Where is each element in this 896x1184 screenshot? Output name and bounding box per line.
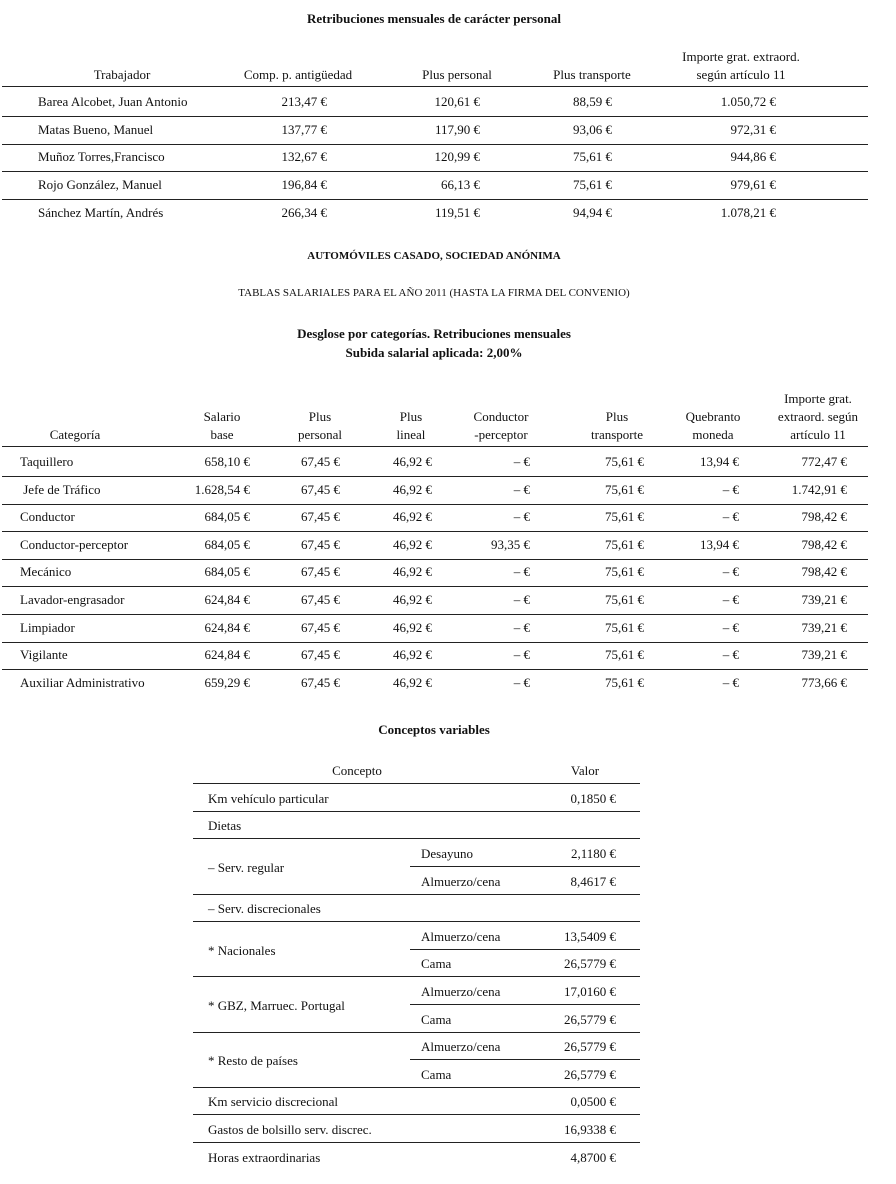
concept-label: Km servicio discrecional: [208, 1094, 338, 1109]
amount-cell: 75,61 €: [573, 177, 612, 192]
amount-cell: 659,29 €: [204, 675, 250, 690]
column-header: Plus: [605, 409, 629, 424]
amount-cell: 75,61 €: [605, 482, 644, 497]
amount-cell: 739,21 €: [801, 592, 847, 607]
amount-cell: 75,61 €: [605, 592, 644, 607]
amount-cell: 67,45 €: [301, 592, 340, 607]
column-header: transporte: [591, 427, 643, 442]
row-rule: [2, 116, 868, 117]
amount-cell: 1.078,21 €: [720, 205, 776, 220]
column-header: Importe grat.: [784, 391, 852, 406]
concept-value: 16,9338 €: [564, 1122, 616, 1137]
column-header: extraord. según: [777, 409, 859, 424]
amount-cell: 46,92 €: [393, 454, 432, 469]
column-header: Quebranto: [685, 409, 741, 424]
amount-cell: 119,51 €: [434, 205, 480, 220]
amount-cell: 75,61 €: [605, 564, 644, 579]
sub-row-rule: [410, 1059, 640, 1060]
amount-cell: 46,92 €: [393, 592, 432, 607]
column-header: Plus: [308, 409, 332, 424]
category-name: Mecánico: [20, 564, 72, 579]
concept-value: 13,5409 €: [564, 929, 616, 944]
category-name: Conductor-perceptor: [20, 537, 129, 552]
category-name: Lavador-engrasador: [20, 592, 125, 607]
column-header: Importe grat. extraord.: [682, 49, 800, 64]
amount-cell: 75,61 €: [605, 454, 644, 469]
personal-table-title: Retribuciones mensuales de carácter personal: [307, 11, 561, 26]
amount-cell: 67,45 €: [301, 482, 340, 497]
column-header: Trabajador: [93, 67, 151, 82]
column-header: artículo 11: [790, 427, 846, 442]
salary-tables-title: TABLAS SALARIALES PARA EL AÑO 2011 (HASTA LA FIRMA DEL CONVENIO): [238, 287, 630, 299]
amount-cell: 624,84 €: [204, 647, 250, 662]
amount-cell: 75,61 €: [605, 675, 644, 690]
concept-value: 2,1180 €: [570, 846, 616, 861]
amount-cell: 66,13 €: [441, 177, 480, 192]
concept-sublabel: Almuerzo/cena: [421, 984, 501, 999]
amount-cell: – €: [722, 647, 739, 662]
amount-cell: 798,42 €: [801, 509, 847, 524]
category-name: Vigilante: [20, 647, 68, 662]
amount-cell: 67,45 €: [301, 675, 340, 690]
column-header: Plus: [399, 409, 423, 424]
amount-cell: 46,92 €: [393, 537, 432, 552]
amount-cell: 120,61 €: [434, 94, 480, 109]
amount-cell: – €: [722, 620, 739, 635]
amount-cell: 67,45 €: [301, 647, 340, 662]
sub-row-rule: [410, 866, 640, 867]
amount-cell: 798,42 €: [801, 537, 847, 552]
column-header: Comp. p. antigüedad: [243, 67, 353, 82]
amount-cell: – €: [513, 509, 530, 524]
row-rule: [2, 504, 868, 505]
row-rule: [2, 559, 868, 560]
row-rule: [2, 144, 868, 145]
concept-value: 0,1850 €: [570, 791, 616, 806]
header-rule: [2, 446, 868, 447]
amount-cell: 75,61 €: [573, 149, 612, 164]
amount-cell: 213,47 €: [281, 94, 327, 109]
amount-cell: 67,45 €: [301, 454, 340, 469]
amount-cell: 46,92 €: [393, 620, 432, 635]
concept-sublabel: Cama: [421, 1012, 452, 1027]
amount-cell: 196,84 €: [281, 177, 327, 192]
concept-sublabel: Desayuno: [421, 846, 473, 861]
concept-sublabel: Almuerzo/cena: [421, 929, 501, 944]
concept-value: 26,5779 €: [564, 1067, 616, 1082]
concept-sublabel: Cama: [421, 956, 452, 971]
column-header: Conductor: [473, 409, 529, 424]
row-rule: [2, 171, 868, 172]
amount-cell: 46,92 €: [393, 482, 432, 497]
row-rule: [2, 669, 868, 670]
amount-cell: 979,61 €: [730, 177, 776, 192]
column-header: Plus personal: [422, 67, 492, 82]
header-rule: [2, 86, 868, 87]
amount-cell: 75,61 €: [605, 537, 644, 552]
concept-value: 17,0160 €: [564, 984, 616, 999]
amount-cell: 117,90 €: [434, 122, 480, 137]
amount-cell: 739,21 €: [801, 620, 847, 635]
concept-value: 26,5779 €: [564, 1012, 616, 1027]
concept-value: 0,0500 €: [570, 1094, 616, 1109]
amount-cell: 798,42 €: [801, 564, 847, 579]
column-header: base: [210, 427, 234, 442]
row-rule: [2, 476, 868, 477]
amount-cell: – €: [722, 482, 739, 497]
category-name: Conductor: [20, 509, 75, 524]
amount-cell: 739,21 €: [801, 647, 847, 662]
column-header: personal: [297, 427, 343, 442]
amount-cell: 684,05 €: [204, 537, 250, 552]
concept-value: 26,5779 €: [564, 1039, 616, 1054]
concept-value: 4,8700 €: [570, 1150, 616, 1165]
category-name: Jefe de Tráfico: [20, 482, 101, 497]
amount-cell: 13,94 €: [700, 454, 739, 469]
concept-label: – Serv. regular: [208, 860, 285, 875]
concept-label: Dietas: [208, 818, 242, 833]
row-rule: [193, 976, 640, 977]
amount-cell: 46,92 €: [393, 509, 432, 524]
column-header: Plus transporte: [553, 67, 631, 82]
amount-cell: 137,77 €: [281, 122, 327, 137]
concept-label: Km vehículo particular: [208, 791, 329, 806]
amount-cell: 132,67 €: [281, 149, 327, 164]
category-breakdown-title: Desglose por categorías. Retribuciones mensuales: [297, 326, 571, 341]
amount-cell: 1.742,91 €: [791, 482, 847, 497]
category-name: Auxiliar Administrativo: [20, 675, 145, 690]
amount-cell: 93,06 €: [573, 122, 612, 137]
concept-label: Horas extraordinarias: [208, 1150, 321, 1165]
amount-cell: – €: [513, 482, 530, 497]
amount-cell: 266,34 €: [281, 205, 327, 220]
amount-cell: 13,94 €: [700, 537, 739, 552]
row-rule: [2, 586, 868, 587]
amount-cell: 75,61 €: [605, 647, 644, 662]
amount-cell: – €: [513, 564, 530, 579]
amount-cell: – €: [513, 454, 530, 469]
row-rule: [2, 642, 868, 643]
column-header: según artículo 11: [696, 67, 786, 82]
amount-cell: 1.050,72 €: [720, 94, 776, 109]
worker-name: Barea Alcobet, Juan Antonio: [38, 94, 188, 109]
row-rule: [2, 614, 868, 615]
concept-label: Gastos de bolsillo serv. discrec.: [208, 1122, 372, 1137]
concept-sublabel: Almuerzo/cena: [421, 874, 501, 889]
amount-cell: – €: [513, 620, 530, 635]
amount-cell: 46,92 €: [393, 647, 432, 662]
worker-name: Muñoz Torres,Francisco: [38, 149, 165, 164]
worker-name: Rojo González, Manuel: [38, 177, 162, 192]
row-rule: [2, 531, 868, 532]
concept-value: 26,5779 €: [564, 956, 616, 971]
row-rule: [193, 1087, 640, 1088]
amount-cell: 93,35 €: [491, 537, 530, 552]
amount-cell: 772,47 €: [801, 454, 847, 469]
amount-cell: – €: [513, 647, 530, 662]
row-rule: [193, 1032, 640, 1033]
row-rule: [2, 199, 868, 200]
worker-name: Sánchez Martín, Andrés: [38, 205, 164, 220]
column-header: lineal: [396, 427, 426, 442]
amount-cell: – €: [722, 592, 739, 607]
company-name: AUTOMÓVILES CASADO, SOCIEDAD ANÓNIMA: [307, 250, 561, 262]
amount-cell: 624,84 €: [204, 620, 250, 635]
amount-cell: 67,45 €: [301, 564, 340, 579]
sub-row-rule: [410, 949, 640, 950]
amount-cell: – €: [722, 564, 739, 579]
amount-cell: 944,86 €: [730, 149, 776, 164]
concept-label: * GBZ, Marruec. Portugal: [208, 998, 345, 1013]
amount-cell: – €: [722, 509, 739, 524]
row-rule: [193, 811, 640, 812]
worker-name: Matas Bueno, Manuel: [38, 122, 154, 137]
amount-cell: 46,92 €: [393, 564, 432, 579]
row-rule: [193, 1114, 640, 1115]
column-header: -perceptor: [474, 427, 528, 442]
column-header: Concepto: [332, 763, 382, 778]
concept-sublabel: Cama: [421, 1067, 452, 1082]
sub-row-rule: [410, 1004, 640, 1005]
amount-cell: 67,45 €: [301, 509, 340, 524]
amount-cell: 684,05 €: [204, 564, 250, 579]
amount-cell: 658,10 €: [204, 454, 250, 469]
row-rule: [193, 894, 640, 895]
concept-label: – Serv. discrecionales: [208, 901, 321, 916]
amount-cell: 684,05 €: [204, 509, 250, 524]
header-rule: [193, 783, 640, 784]
row-rule: [193, 921, 640, 922]
amount-cell: 94,94 €: [573, 205, 612, 220]
amount-cell: – €: [513, 592, 530, 607]
row-rule: [193, 838, 640, 839]
amount-cell: 67,45 €: [301, 620, 340, 635]
amount-cell: 75,61 €: [605, 620, 644, 635]
amount-cell: 624,84 €: [204, 592, 250, 607]
column-header: Valor: [570, 763, 600, 778]
concept-value: 8,4617 €: [570, 874, 616, 889]
column-header: moneda: [692, 427, 734, 442]
amount-cell: 46,92 €: [393, 675, 432, 690]
row-rule: [193, 1142, 640, 1143]
amount-cell: – €: [722, 675, 739, 690]
category-name: Taquillero: [20, 454, 74, 469]
salary-increase-title: Subida salarial aplicada: 2,00%: [345, 345, 523, 360]
amount-cell: 88,59 €: [573, 94, 612, 109]
amount-cell: 67,45 €: [301, 537, 340, 552]
amount-cell: 75,61 €: [605, 509, 644, 524]
column-header: Categoría: [49, 427, 101, 442]
amount-cell: – €: [513, 675, 530, 690]
amount-cell: 1.628,54 €: [194, 482, 250, 497]
amount-cell: 972,31 €: [730, 122, 776, 137]
category-name: Limpiador: [20, 620, 75, 635]
amount-cell: 773,66 €: [801, 675, 847, 690]
amount-cell: 120,99 €: [434, 149, 480, 164]
column-header: Salario: [203, 409, 241, 424]
concept-label: * Nacionales: [208, 943, 276, 958]
concept-sublabel: Almuerzo/cena: [421, 1039, 501, 1054]
variable-concepts-title: Conceptos variables: [378, 722, 490, 737]
concept-label: * Resto de países: [208, 1053, 298, 1068]
